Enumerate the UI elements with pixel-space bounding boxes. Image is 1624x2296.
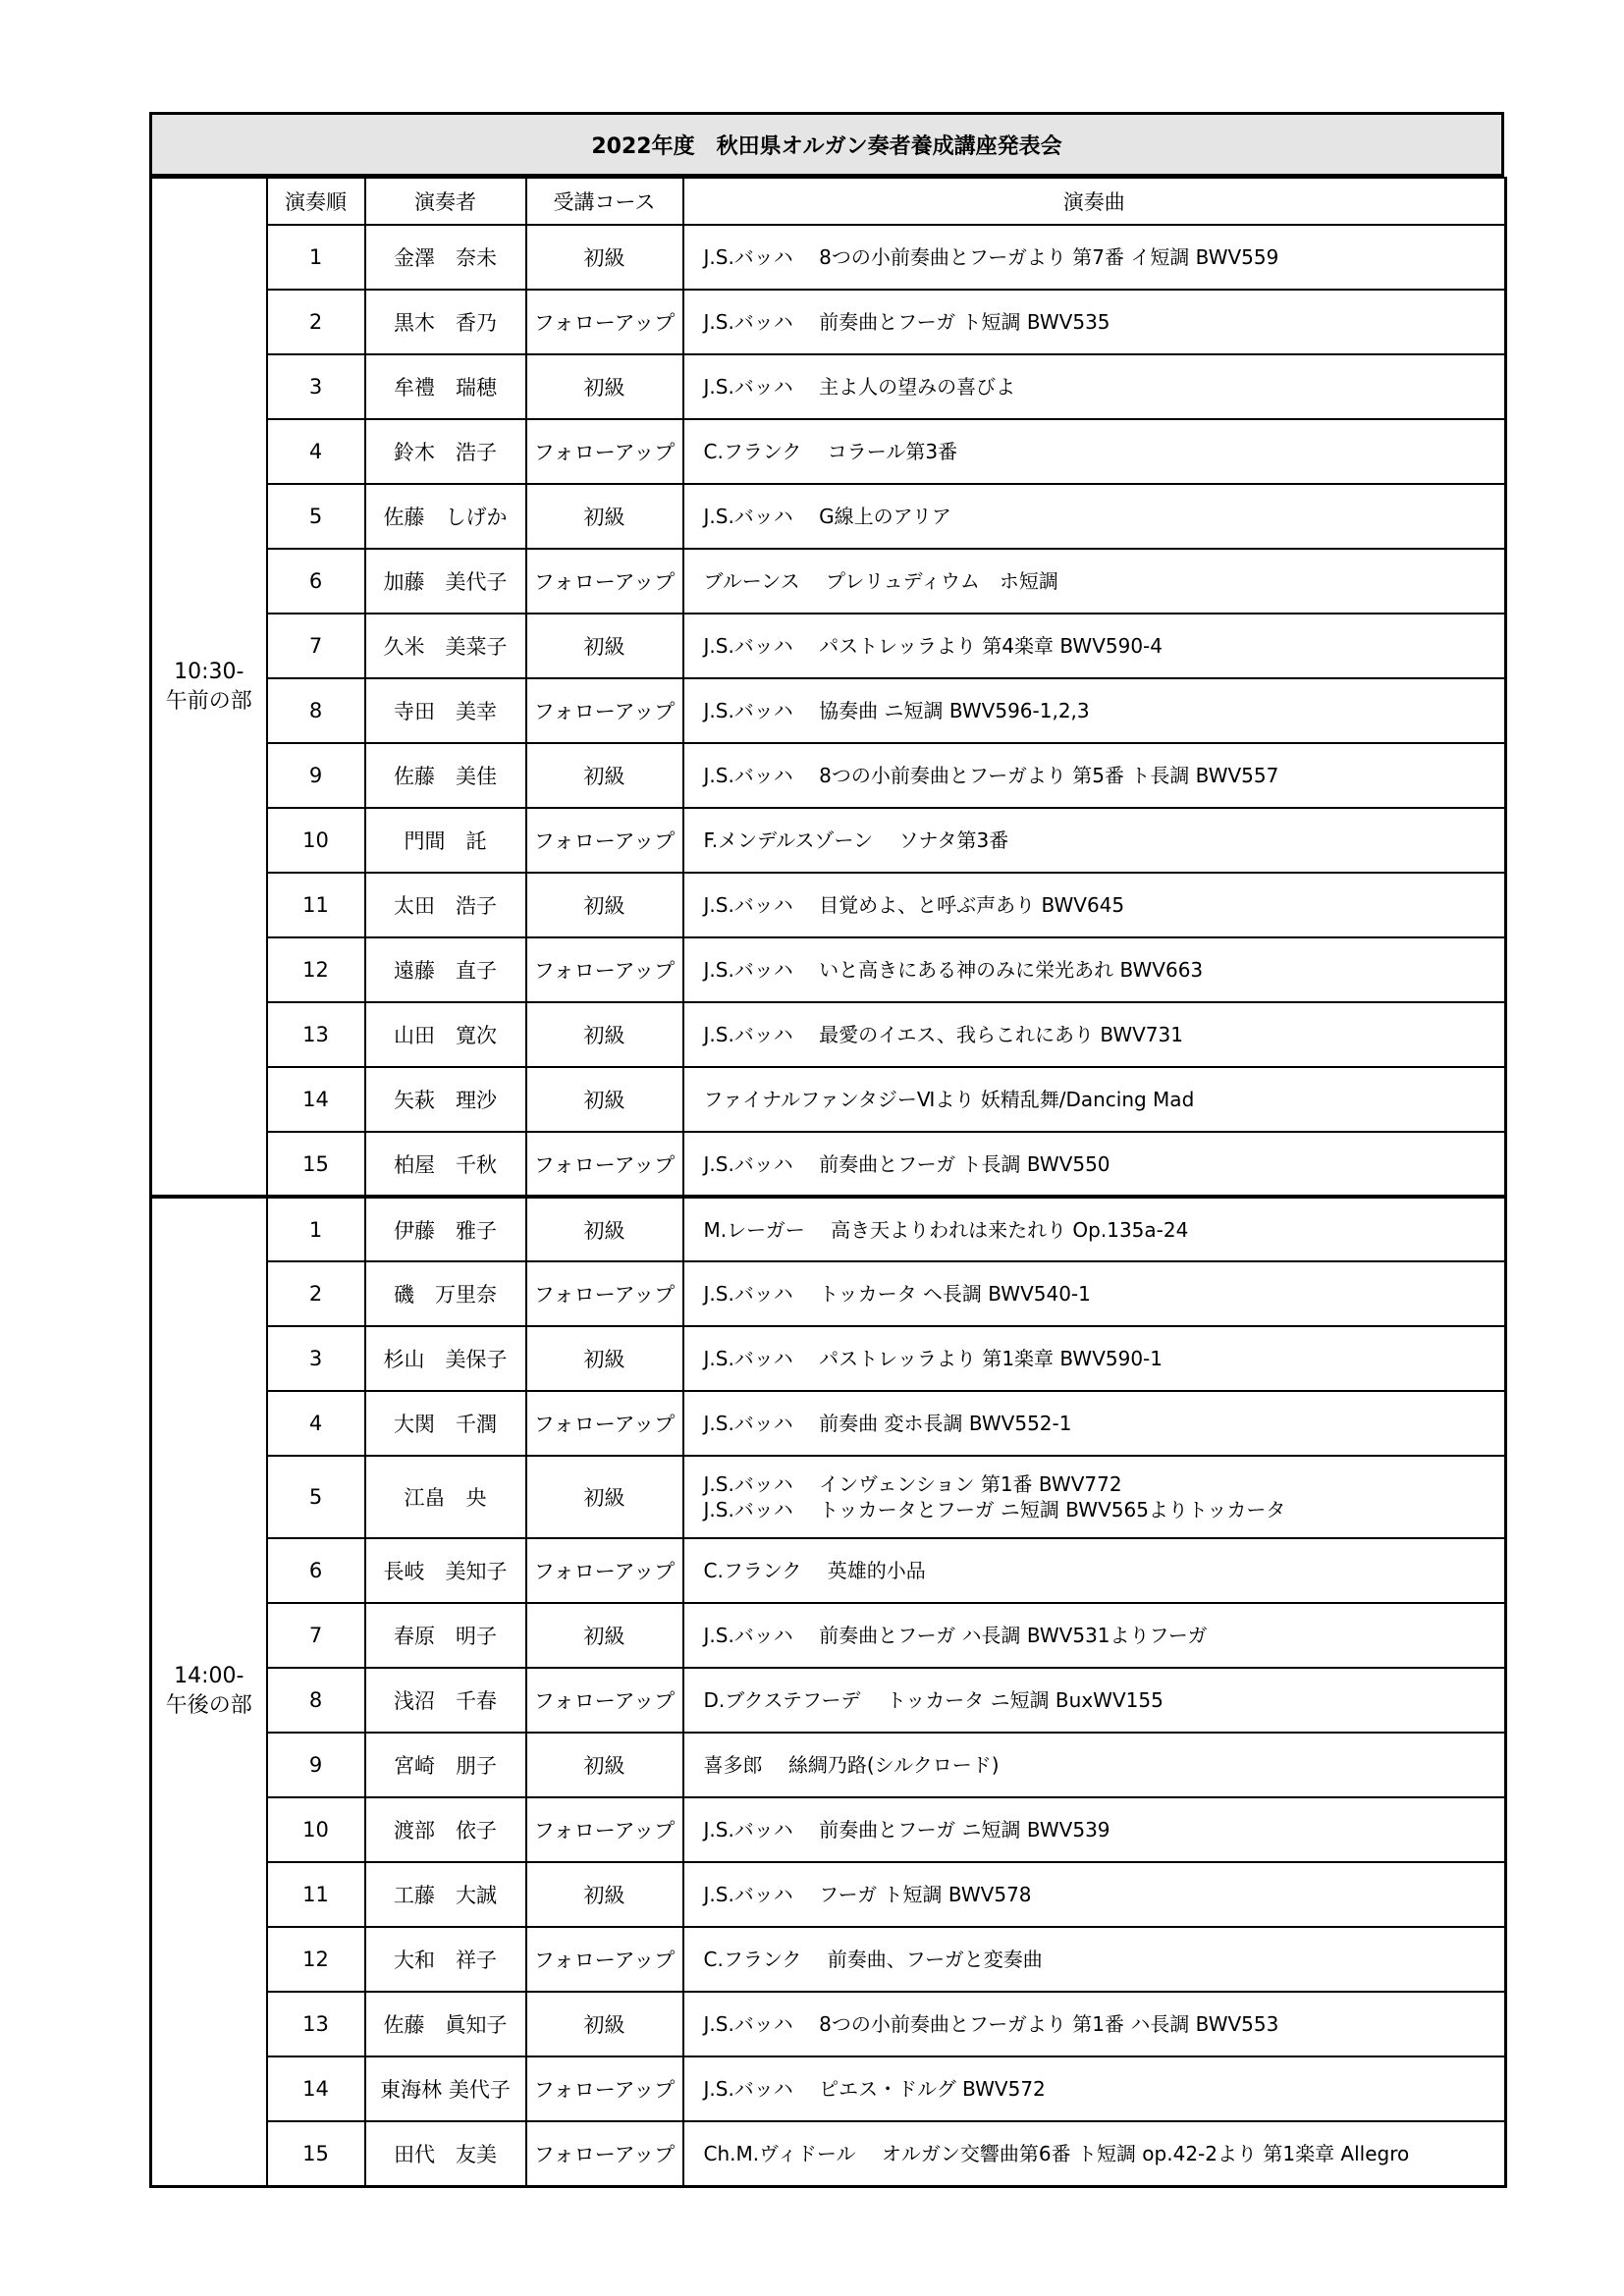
performer-cell: 寺田 美幸 (365, 678, 526, 743)
order-cell: 13 (267, 1002, 365, 1067)
table-row (151, 1261, 1506, 1326)
course-cell: 初級 (526, 1456, 683, 1538)
piece-cell: J.S.バッハ パストレッラより 第4楽章 BWV590-4 (683, 614, 1506, 678)
piece-cell: C.フランク コラール第3番 (683, 419, 1506, 484)
piece-cell: ブルーンス プレリュディウム ホ短調 (683, 549, 1506, 614)
table-row (151, 1456, 1506, 1538)
course-cell: フォローアップ (526, 808, 683, 873)
course-cell: 初級 (526, 1002, 683, 1067)
table-row (151, 1326, 1506, 1391)
order-cell: 11 (267, 873, 365, 937)
performer-cell: 宮崎 朋子 (365, 1733, 526, 1797)
performer-cell: 黒木 香乃 (365, 290, 526, 354)
table-row (151, 937, 1506, 1002)
piece-cell: 喜多郎 絲綢乃路(シルクロード) (683, 1733, 1506, 1797)
performer-cell: 伊藤 雅子 (365, 1197, 526, 1261)
piece-cell: J.S.バッハ 8つの小前奏曲とフーガより 第5番 ト長調 BWV557 (683, 743, 1506, 808)
table-row (151, 225, 1506, 290)
piece-cell: ファイナルファンタジーⅥより 妖精乱舞/Dancing Mad (683, 1067, 1506, 1132)
performer-cell: 佐藤 眞知子 (365, 1992, 526, 2056)
order-cell: 15 (267, 1132, 365, 1197)
performer-cell: 牟禮 瑞穂 (365, 354, 526, 419)
performer-cell: 遠藤 直子 (365, 937, 526, 1002)
performer-cell: 山田 寛次 (365, 1002, 526, 1067)
table-row (151, 1067, 1506, 1132)
table-row (151, 743, 1506, 808)
order-cell: 3 (267, 354, 365, 419)
program-table-body (151, 178, 1506, 2186)
course-cell: フォローアップ (526, 1927, 683, 1992)
piece-cell: J.S.バッハ 主よ人の望みの喜びよ (683, 354, 1506, 419)
course-cell: 初級 (526, 1603, 683, 1668)
session-time: 14:00- (174, 1664, 244, 1689)
performer-cell: 太田 浩子 (365, 873, 526, 937)
course-cell: フォローアップ (526, 1261, 683, 1326)
course-cell: 初級 (526, 354, 683, 419)
piece-cell: J.S.バッハ 前奏曲とフーガ ハ長調 BWV531よりフーガ (683, 1603, 1506, 1668)
piece-cell: J.S.バッハ 8つの小前奏曲とフーガより 第7番 イ短調 BWV559 (683, 225, 1506, 290)
piece-cell: C.フランク 英雄的小品 (683, 1538, 1506, 1603)
piece-cell: J.S.バッハ 目覚めよ、と呼ぶ声あり BWV645 (683, 873, 1506, 937)
course-cell: フォローアップ (526, 2056, 683, 2121)
table-row (151, 419, 1506, 484)
table-row (151, 808, 1506, 873)
order-cell: 14 (267, 2056, 365, 2121)
piece-cell: D.ブクステフーデ トッカータ ニ短調 BuxWV155 (683, 1668, 1506, 1733)
piece-cell: Ch.M.ヴィドール オルガン交響曲第6番 ト短調 op.42-2より 第1楽章 Allegro (683, 2121, 1506, 2186)
performer-cell: 佐藤 美佳 (365, 743, 526, 808)
piece-cell: J.S.バッハ 協奏曲 ニ短調 BWV596-1,2,3 (683, 678, 1506, 743)
piece-cell: J.S.バッハ 前奏曲とフーガ ト長調 BWV550 (683, 1132, 1506, 1197)
session-cell-morning (151, 178, 267, 1197)
table-row (151, 678, 1506, 743)
table-row (151, 614, 1506, 678)
piece-cell: J.S.バッハ 前奏曲とフーガ ト短調 BWV535 (683, 290, 1506, 354)
course-cell: フォローアップ (526, 678, 683, 743)
performer-cell: 春原 明子 (365, 1603, 526, 1668)
piece-cell: J.S.バッハ ピエス・ドルグ BWV572 (683, 2056, 1506, 2121)
piece-cell: J.S.バッハ フーガ ト短調 BWV578 (683, 1862, 1506, 1927)
order-cell: 14 (267, 1067, 365, 1132)
course-cell: 初級 (526, 1067, 683, 1132)
table-row (151, 1391, 1506, 1456)
piece-cell: J.S.バッハ 前奏曲 変ホ長調 BWV552-1 (683, 1391, 1506, 1456)
performer-cell: 東海林 美代子 (365, 2056, 526, 2121)
order-cell: 1 (267, 225, 365, 290)
table-row (151, 1538, 1506, 1603)
performer-cell: 久米 美菜子 (365, 614, 526, 678)
order-cell: 10 (267, 808, 365, 873)
table-row (151, 1862, 1506, 1927)
course-cell: フォローアップ (526, 1132, 683, 1197)
performer-cell: 杉山 美保子 (365, 1326, 526, 1391)
table-row (151, 290, 1506, 354)
performer-cell: 加藤 美代子 (365, 549, 526, 614)
program-table (149, 177, 1507, 2188)
table-row (151, 1668, 1506, 1733)
performer-cell: 大和 祥子 (365, 1927, 526, 1992)
table-row (151, 2121, 1506, 2186)
piece-cell: J.S.バッハ 8つの小前奏曲とフーガより 第1番 ハ長調 BWV553 (683, 1992, 1506, 2056)
session-label: 午後の部 (165, 1693, 252, 1719)
performer-cell: 長岐 美知子 (365, 1538, 526, 1603)
table-row (151, 549, 1506, 614)
course-cell: 初級 (526, 225, 683, 290)
table-row (151, 354, 1506, 419)
table-row (151, 1797, 1506, 1862)
order-cell: 8 (267, 1668, 365, 1733)
piece-cell: F.メンデルスゾーン ソナタ第3番 (683, 808, 1506, 873)
performer-cell: 江畠 央 (365, 1456, 526, 1538)
course-cell: フォローアップ (526, 1797, 683, 1862)
course-cell: フォローアップ (526, 290, 683, 354)
order-cell: 13 (267, 1992, 365, 2056)
order-cell: 2 (267, 1261, 365, 1326)
order-cell: 4 (267, 419, 365, 484)
table-row (151, 1733, 1506, 1797)
performer-cell: 柏屋 千秋 (365, 1132, 526, 1197)
course-cell: フォローアップ (526, 2121, 683, 2186)
course-cell: 初級 (526, 743, 683, 808)
order-cell: 8 (267, 678, 365, 743)
performer-cell: 浅沼 千春 (365, 1668, 526, 1733)
performer-cell: 矢萩 理沙 (365, 1067, 526, 1132)
piece-cell: J.S.バッハ G線上のアリア (683, 484, 1506, 549)
piece-cell: M.レーガー 高き天よりわれは来たれり Op.135a-24 (683, 1197, 1506, 1261)
order-cell: 15 (267, 2121, 365, 2186)
page-title: 2022年度 秋田県オルガン奏者養成講座発表会 (149, 112, 1504, 177)
order-cell: 9 (267, 743, 365, 808)
order-cell: 11 (267, 1862, 365, 1927)
header-row (151, 178, 1506, 225)
course-cell: 初級 (526, 1733, 683, 1797)
piece-cell: J.S.バッハ インヴェンション 第1番 BWV772 J.S.バッハ トッカータとフーガ ニ短調 BWV565よりトッカータ (683, 1456, 1506, 1538)
header-piece: 演奏曲 (683, 178, 1506, 225)
table-row (151, 484, 1506, 549)
session-time: 10:30- (174, 659, 244, 684)
performer-cell: 田代 友美 (365, 2121, 526, 2186)
course-cell: フォローアップ (526, 1391, 683, 1456)
table-row (151, 1197, 1506, 1261)
course-cell: 初級 (526, 1862, 683, 1927)
order-cell: 12 (267, 937, 365, 1002)
table-row (151, 873, 1506, 937)
course-cell: 初級 (526, 873, 683, 937)
performer-cell: 門間 託 (365, 808, 526, 873)
table-row (151, 1992, 1506, 2056)
course-cell: フォローアップ (526, 1668, 683, 1733)
performer-cell: 鈴木 浩子 (365, 419, 526, 484)
table-row (151, 1002, 1506, 1067)
order-cell: 12 (267, 1927, 365, 1992)
course-cell: 初級 (526, 484, 683, 549)
header-order: 演奏順 (267, 178, 365, 225)
course-cell: 初級 (526, 614, 683, 678)
table-row (151, 1927, 1506, 1992)
table-row (151, 1603, 1506, 1668)
table-row (151, 1132, 1506, 1197)
session-label: 午前の部 (165, 688, 252, 714)
course-cell: フォローアップ (526, 419, 683, 484)
performer-cell: 大関 千潤 (365, 1391, 526, 1456)
performer-cell: 工藤 大誠 (365, 1862, 526, 1927)
performer-cell: 金澤 奈未 (365, 225, 526, 290)
performer-cell: 佐藤 しげか (365, 484, 526, 549)
piece-cell: J.S.バッハ パストレッラより 第1楽章 BWV590-1 (683, 1326, 1506, 1391)
piece-cell: J.S.バッハ トッカータ ヘ長調 BWV540-1 (683, 1261, 1506, 1326)
table-row (151, 2056, 1506, 2121)
order-cell: 10 (267, 1797, 365, 1862)
order-cell: 4 (267, 1391, 365, 1456)
performer-cell: 磯 万里奈 (365, 1261, 526, 1326)
order-cell: 7 (267, 614, 365, 678)
order-cell: 2 (267, 290, 365, 354)
program-sheet (149, 112, 1504, 2188)
order-cell: 6 (267, 549, 365, 614)
course-cell: フォローアップ (526, 1538, 683, 1603)
performer-cell: 渡部 依子 (365, 1797, 526, 1862)
order-cell: 9 (267, 1733, 365, 1797)
session-cell-afternoon (151, 1197, 267, 2186)
header-performer: 演奏者 (365, 178, 526, 225)
course-cell: 初級 (526, 1197, 683, 1261)
order-cell: 6 (267, 1538, 365, 1603)
course-cell: フォローアップ (526, 549, 683, 614)
piece-cell: J.S.バッハ 前奏曲とフーガ ニ短調 BWV539 (683, 1797, 1506, 1862)
piece-cell: J.S.バッハ 最愛のイエス、我らこれにあり BWV731 (683, 1002, 1506, 1067)
course-cell: 初級 (526, 1326, 683, 1391)
course-cell: 初級 (526, 1992, 683, 2056)
piece-cell: C.フランク 前奏曲、フーガと変奏曲 (683, 1927, 1506, 1992)
order-cell: 3 (267, 1326, 365, 1391)
order-cell: 7 (267, 1603, 365, 1668)
order-cell: 5 (267, 1456, 365, 1538)
header-course: 受講コース (526, 178, 683, 225)
piece-cell: J.S.バッハ いと高きにある神のみに栄光あれ BWV663 (683, 937, 1506, 1002)
course-cell: フォローアップ (526, 937, 683, 1002)
order-cell: 1 (267, 1197, 365, 1261)
order-cell: 5 (267, 484, 365, 549)
